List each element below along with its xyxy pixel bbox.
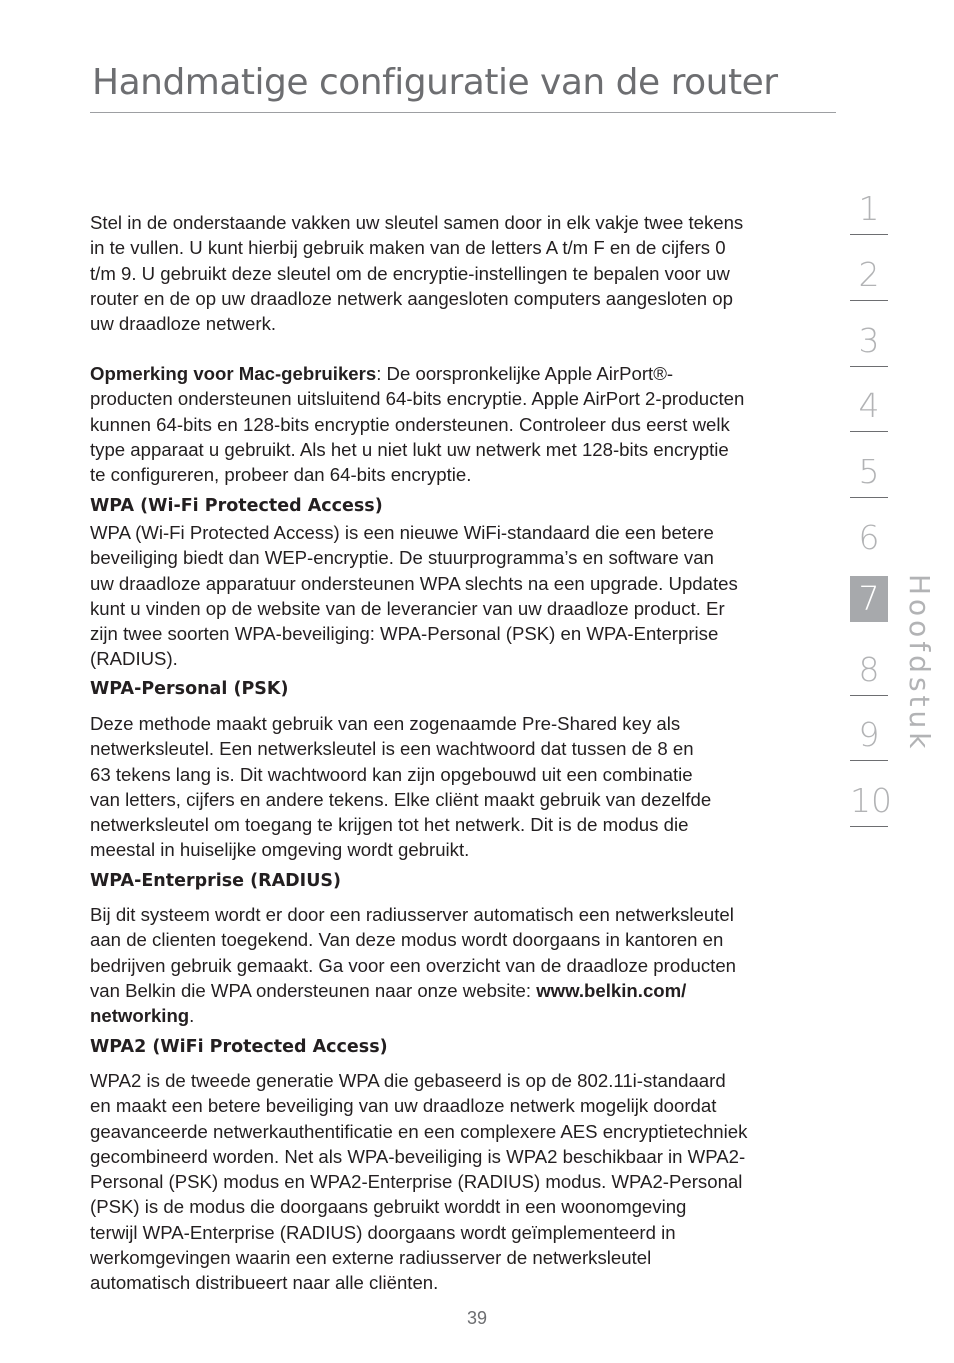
text-line: Stel in de onderstaande vakken uw sleutel samen door in elk vakje twee tekens [90, 212, 744, 233]
section-heading-wpa: WPA (Wi-Fi Protected Access) [90, 496, 383, 516]
text-line: bedrijven gebruik gemaakt. Ga voor een overzicht van de draadloze producten [90, 954, 737, 976]
text-line: WPA (Wi-Fi Protected Access) is een nieuwe WiFi-standaard die een betere [90, 522, 714, 543]
text-line: te configureren, probeer dan 64-bits encryptie. [90, 464, 472, 486]
text-line: van letters, cijfers en andere tekens. Elke cliënt maakt gebruik van dezelfde [90, 788, 712, 810]
chapter-number: 5 [858, 452, 880, 491]
chapter-number: 4 [858, 386, 880, 425]
period: . [189, 1005, 195, 1027]
text-line: Deze methode maakt gebruik van een zogenaamde Pre-Shared key als [90, 713, 681, 734]
chapter-tab-2[interactable] [850, 249, 888, 315]
chapter-number: 2 [858, 255, 880, 294]
text-line [90, 361, 744, 386]
chapter-tab-7-active[interactable] [850, 576, 888, 642]
text-line: en maakt een betere beveiliging van uw draadloze netwerk mogelijk doordat [90, 1095, 717, 1117]
radius-paragraph [90, 902, 736, 1028]
text-line: (RADIUS). [90, 648, 178, 670]
chapter-divider [850, 497, 888, 498]
text-line: producten ondersteunen uitsluitend 64-bits encryptie. Apple AirPort 2-producten [90, 388, 745, 410]
section-heading-wpa2: WPA2 (WiFi Protected Access) [90, 1037, 388, 1057]
chapter-number: 10 [850, 781, 892, 820]
chapter-tab-4[interactable] [850, 380, 888, 446]
chapter-number: 8 [858, 650, 880, 689]
page-number: 39 [466, 1308, 488, 1328]
chapter-tab-8[interactable] [850, 644, 888, 710]
text-line: meestal in huiselijke omgeving wordt gebruikt. [90, 839, 470, 861]
text-line: Bij dit systeem wordt er door een radiusserver automatisch een netwerksleutel [90, 904, 734, 925]
intro-paragraph [90, 210, 743, 336]
chapter-number: 3 [858, 321, 880, 360]
text-line: netwerksleutel. Een netwerksleutel is een wachtwoord dat tussen de 8 en [90, 738, 694, 760]
chapter-tab-3[interactable] [850, 315, 888, 381]
text-line [90, 978, 736, 1003]
title-divider [90, 112, 836, 113]
chapter-divider [850, 431, 888, 432]
text-line: aan de clienten toegekend. Van deze modus wordt doorgaans in kantoren en [90, 929, 724, 951]
text-line: kunnen 64-bits en 128-bits encryptie ondersteunen. Controleer dus eerst welk [90, 413, 730, 435]
text-line: zijn twee soorten WPA-beveiliging: WPA-Personal (PSK) en WPA-Enterprise [90, 623, 719, 645]
chapter-label: Hoofdstuk [903, 574, 936, 753]
chapter-divider [850, 695, 888, 696]
text-line: uw draadloze apparatuur ondersteunen WPA slechts na een upgrade. Updates [90, 572, 738, 594]
text-line: uw draadloze netwerk. [90, 313, 277, 335]
text-line: (PSK) is de modus die doorgaans gebruikt worddt in een woonomgeving [90, 1196, 687, 1218]
text-line: beveiliging biedt dan WEP-encryptie. De stuurprogramma’s en software van [90, 547, 714, 569]
chapter-number: 6 [858, 518, 880, 557]
wpa-paragraph [90, 520, 738, 672]
chapter-tab-9[interactable] [850, 709, 888, 775]
text-line: type apparaat u gebruikt. Als het u niet lukt uw netwerk met 128-bits encryptie [90, 438, 729, 460]
psk-paragraph [90, 711, 711, 863]
chapter-divider [850, 760, 888, 761]
text-line: automatisch distribueert naar alle cliënten. [90, 1272, 439, 1294]
chapter-divider [850, 366, 888, 367]
chapter-tab-6[interactable] [850, 512, 888, 578]
chapter-divider [850, 300, 888, 301]
text-line: kunt u vinden op de website van de leverancier van uw draadloze product. Er [90, 597, 725, 619]
mac-note-paragraph [90, 361, 744, 487]
chapter-tab-5[interactable] [850, 446, 888, 512]
text-line: router en de op uw draadloze netwerk aangesloten computers aangesloten op [90, 287, 733, 309]
text-line: in te vullen. U kunt hierbij gebruik maken van de letters A t/m F en de cijfers 0 [90, 237, 726, 259]
text-line: Personal (PSK) modus en WPA2-Enterprise (RADIUS) modus. WPA2-Personal [90, 1171, 743, 1193]
radius-text: van Belkin die WPA ondersteunen naar onze website: [90, 979, 537, 1001]
section-heading-psk: WPA-Personal (PSK) [90, 679, 289, 699]
text-line: gecombineerd worden. Net als WPA-beveiliging is WPA2 beschikbaar in WPA2- [90, 1145, 746, 1167]
belkin-link[interactable]: www.belkin.com/ [536, 979, 687, 1001]
chapter-divider [850, 826, 888, 827]
belkin-link-continued[interactable]: networking [90, 1005, 190, 1027]
text-line: netwerksleutel om toegang te krijgen tot het netwerk. Dit is de modus die [90, 814, 689, 836]
page-title: Handmatige configuratie van de router [92, 62, 778, 103]
chapter-number: 1 [858, 189, 880, 228]
text-line: 63 tekens lang is. Dit wachtwoord kan zijn opgebouwd uit een combinatie [90, 763, 693, 785]
text-line [90, 1003, 736, 1028]
chapter-number: 9 [858, 715, 880, 754]
mac-note-text: : De oorspronkelijke Apple AirPort®- [376, 363, 674, 384]
chapter-tab-10[interactable] [850, 775, 892, 841]
section-heading-radius: WPA-Enterprise (RADIUS) [90, 871, 342, 891]
wpa2-paragraph [90, 1068, 747, 1296]
text-line: terwijl WPA-Enterprise (RADIUS) doorgaans wordt geïmplementeerd in [90, 1221, 676, 1243]
chapter-divider [850, 234, 888, 235]
text-line: WPA2 is de tweede generatie WPA die gebaseerd is op de 802.11i-standaard [90, 1070, 726, 1091]
chapter-number: 7 [850, 576, 888, 622]
mac-note-label: Opmerking voor Mac-gebruikers [90, 363, 377, 384]
text-line: geavanceerde netwerkauthentificatie en een complexere AES encryptietechniek [90, 1120, 748, 1142]
text-line: t/m 9. U gebruikt deze sleutel om de encryptie-instellingen te bepalen voor uw [90, 262, 730, 284]
chapter-tab-1[interactable] [850, 183, 888, 249]
text-line: werkomgevingen waarin een externe radiusserver de netwerksleutel [90, 1247, 652, 1269]
